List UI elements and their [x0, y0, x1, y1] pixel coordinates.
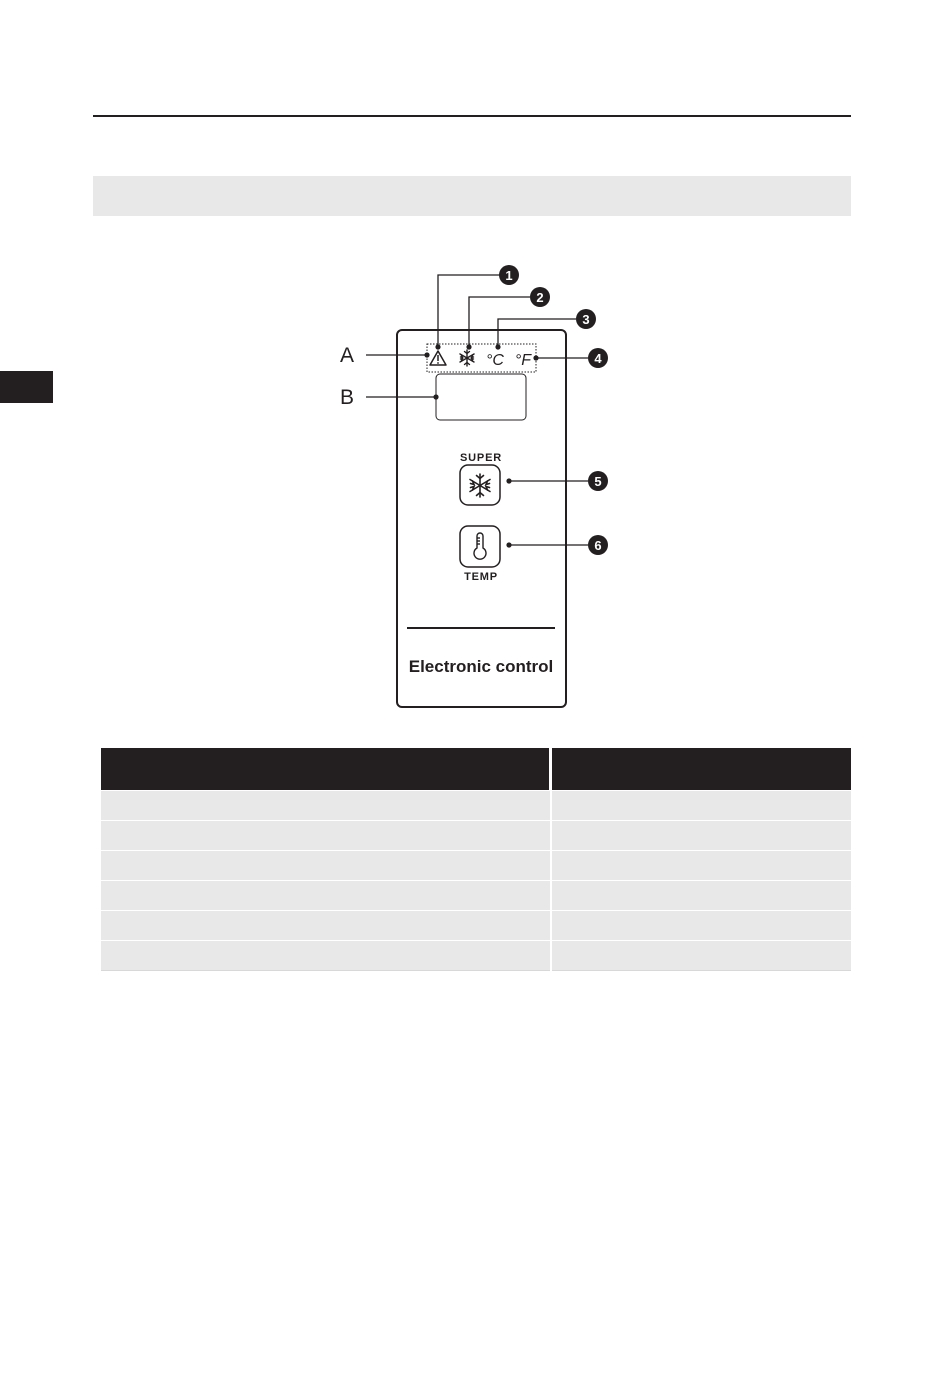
callout-2 — [530, 287, 550, 307]
svg-text:6: 6 — [594, 538, 602, 553]
svg-text:2: 2 — [536, 290, 544, 305]
table-cell — [551, 881, 852, 911]
callout-6 — [588, 535, 608, 555]
thermometer-icon — [474, 533, 486, 559]
table-row — [101, 821, 851, 851]
label-b: B — [339, 386, 355, 409]
table-cell — [551, 791, 852, 821]
table-header-row — [101, 748, 851, 791]
fahrenheit-icon: °F — [514, 352, 532, 369]
super-label: SUPER — [460, 452, 502, 464]
label-a: A — [339, 344, 355, 367]
table-cell — [101, 881, 551, 911]
celsius-icon: °C — [486, 352, 504, 369]
table-header-cell — [551, 748, 852, 791]
snowflake-icon — [460, 350, 474, 366]
table-cell — [101, 911, 551, 941]
table-cell — [101, 941, 551, 971]
svg-text:1: 1 — [505, 268, 513, 283]
table-row — [101, 911, 851, 941]
table-row — [101, 881, 851, 911]
table-cell — [101, 821, 551, 851]
table-cell — [551, 911, 852, 941]
callout-1 — [499, 265, 519, 285]
table-row — [101, 851, 851, 881]
temp-button[interactable] — [460, 526, 500, 567]
description-table — [101, 748, 851, 971]
table-cell — [551, 941, 852, 971]
temp-label: TEMP — [464, 571, 498, 583]
svg-text:5: 5 — [594, 474, 602, 489]
panel-outline — [397, 330, 566, 707]
table-cell — [551, 851, 852, 881]
table-cell — [551, 821, 852, 851]
table-header-cell — [101, 748, 551, 791]
callout-3 — [576, 309, 596, 329]
callout-4 — [588, 348, 608, 368]
display-window — [436, 374, 526, 420]
table-row — [101, 941, 851, 971]
table-cell — [101, 851, 551, 881]
table-row — [101, 791, 851, 821]
leader-dots — [424, 344, 538, 547]
callout-5 — [588, 471, 608, 491]
panel-title: Electronic control — [408, 657, 554, 676]
alarm-warning-icon — [430, 351, 446, 365]
super-snowflake-icon — [470, 474, 490, 497]
table-cell — [101, 791, 551, 821]
svg-text:3: 3 — [582, 312, 590, 327]
svg-text:4: 4 — [594, 351, 602, 366]
